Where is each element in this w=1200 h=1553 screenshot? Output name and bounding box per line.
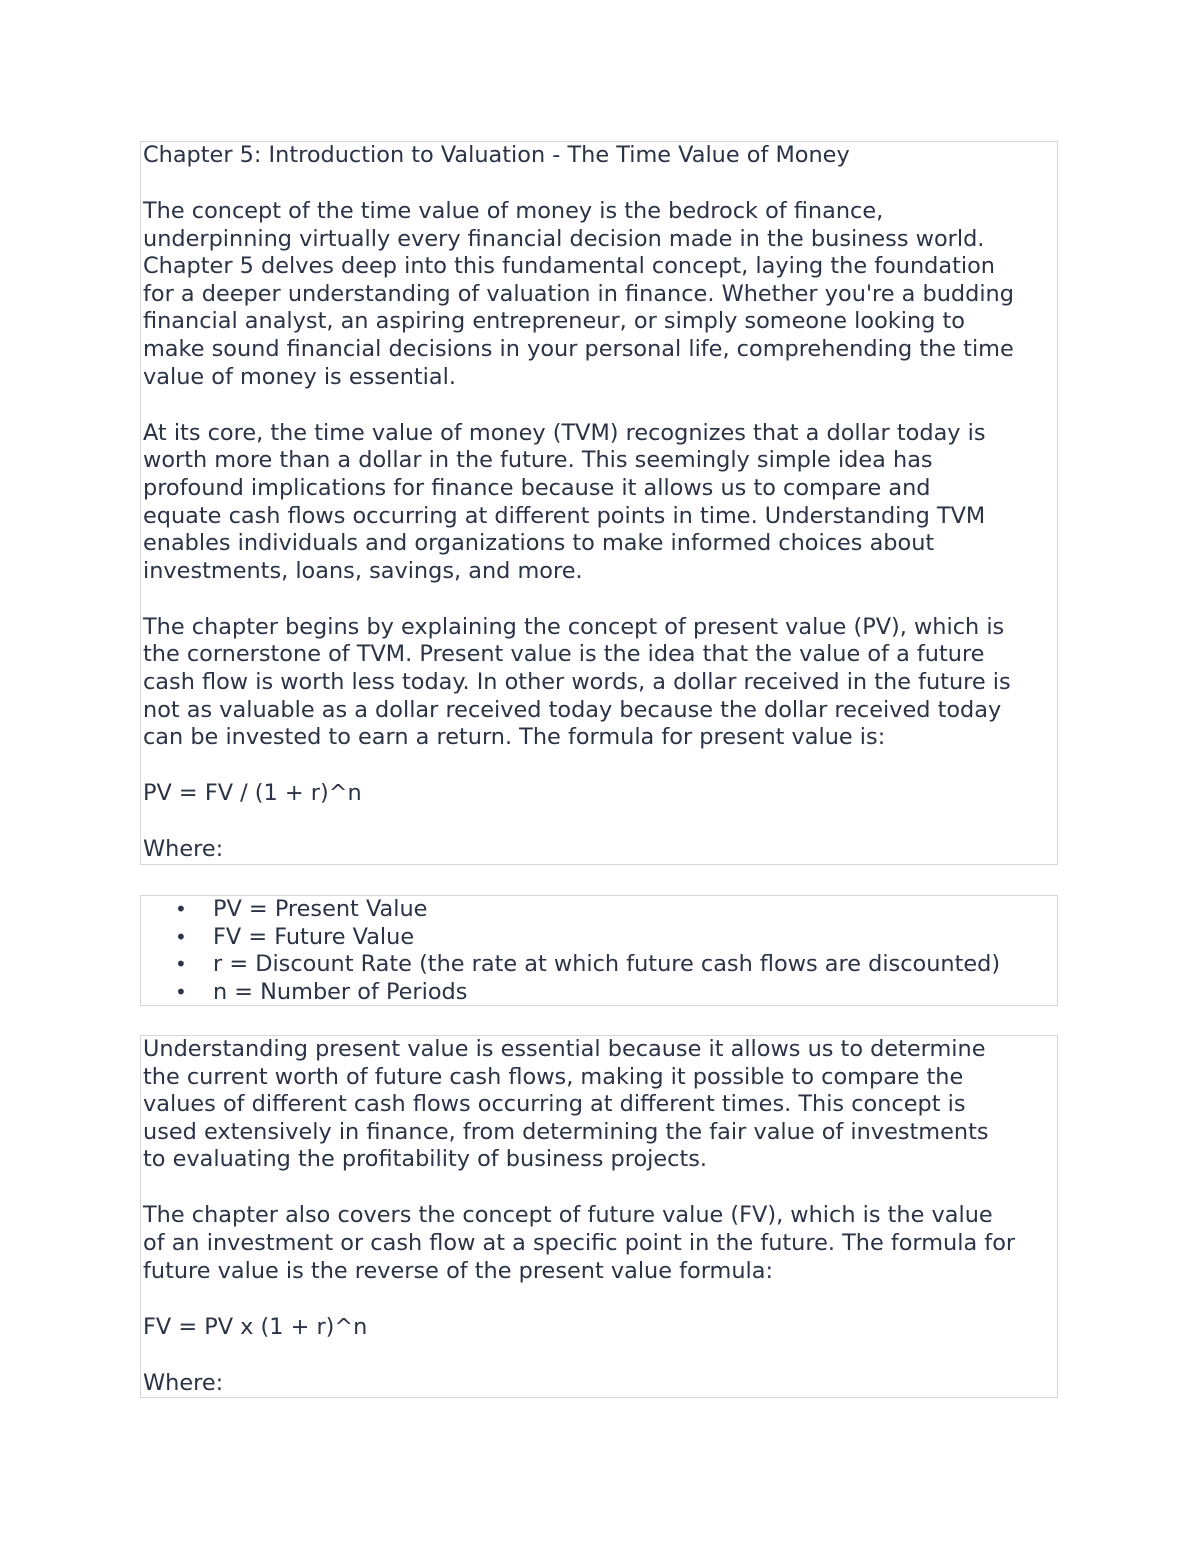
text-line: the cornerstone of TVM. Present value is the idea that the value of a future xyxy=(143,641,985,668)
paragraph-future-value xyxy=(141,1202,1057,1285)
text-block-future-value xyxy=(140,1035,1058,1398)
chapter-title xyxy=(141,142,1057,170)
text-line: value of money is essential. xyxy=(143,363,456,390)
bullet-icon: • xyxy=(175,897,187,921)
list-item-text: n = Number of Periods xyxy=(213,978,468,1005)
list-item-text: r = Discount Rate (the rate at which future cash flows are discounted) xyxy=(213,951,1001,978)
bullet-icon: • xyxy=(175,924,187,949)
list-item-text: FV = Future Value xyxy=(213,923,415,950)
list-item xyxy=(141,924,1057,952)
list-item-text: PV = Present Value xyxy=(213,896,428,922)
pv-formula-text: PV = FV / (1 + r)^n xyxy=(143,780,362,807)
bullet-icon: • xyxy=(175,952,187,977)
definitions-list-block xyxy=(140,895,1058,1006)
paragraph-tvm-concept xyxy=(141,198,1057,391)
paragraph-pv-importance xyxy=(141,1036,1057,1174)
paragraph-present-value xyxy=(141,614,1057,752)
chapter-title-text: Chapter 5: Introduction to Valuation - The Time Value of Money xyxy=(143,142,850,168)
text-line: can be invested to earn a return. The formula for present value is: xyxy=(143,724,886,751)
fv-formula xyxy=(141,1314,1057,1342)
text-line: cash flow is worth less today. In other words, a dollar received in the future is xyxy=(143,669,1011,695)
list-item xyxy=(141,896,1057,924)
text-line: profound implications for finance because it allows us to compare and xyxy=(143,474,931,501)
text-line: of an investment or cash flow at a specific point in the future. The formula for xyxy=(143,1230,1016,1257)
text-line: used extensively in finance, from determining the fair value of investments xyxy=(143,1118,989,1145)
pv-formula xyxy=(141,780,1057,808)
text-line: financial analyst, an aspiring entrepreneur, or simply someone looking to xyxy=(143,308,965,335)
bullet-icon: • xyxy=(175,979,187,1004)
text-block-intro xyxy=(140,141,1058,865)
text-line: the current worth of future cash flows, making it possible to compare the xyxy=(143,1063,964,1090)
text-line: make sound financial decisions in your personal life, comprehending the time xyxy=(143,336,1014,363)
text-line: values of different cash flows occurring at different times. This concept is xyxy=(143,1091,966,1118)
text-line: The chapter also covers the concept of future value (FV), which is the value xyxy=(143,1202,993,1229)
text-line: for a deeper understanding of valuation in finance. Whether you're a budding xyxy=(143,280,1014,307)
definitions-list xyxy=(141,896,1057,1006)
text-line: worth more than a dollar in the future. This seemingly simple idea has xyxy=(143,447,933,474)
text-line: investments, loans, savings, and more. xyxy=(143,557,583,584)
text-line: not as valuable as a dollar received today because the dollar received today xyxy=(143,696,1002,723)
fv-formula-text: FV = PV x (1 + r)^n xyxy=(143,1313,368,1340)
list-item xyxy=(141,979,1057,1007)
where-label-text: Where: xyxy=(143,1369,224,1396)
text-line: enables individuals and organizations to make informed choices about xyxy=(143,530,935,557)
text-line: At its core, the time value of money (TVM) recognizes that a dollar today is xyxy=(143,419,986,446)
list-item xyxy=(141,951,1057,979)
paragraph-tvm-core xyxy=(141,420,1057,586)
where-label xyxy=(141,1370,1057,1398)
text-line: equate cash flows occurring at different points in time. Understanding TVM xyxy=(143,502,986,529)
text-line: underpinning virtually every financial decision made in the business world. xyxy=(143,225,985,252)
where-label xyxy=(141,836,1057,864)
text-line: The concept of the time value of money is the bedrock of finance, xyxy=(143,198,884,225)
where-label-text: Where: xyxy=(143,836,224,863)
text-line: Chapter 5 delves deep into this fundamental concept, laying the foundation xyxy=(143,253,996,280)
text-line: The chapter begins by explaining the concept of present value (PV), which is xyxy=(143,613,1005,640)
text-line: Understanding present value is essential because it allows us to determine xyxy=(143,1036,986,1062)
text-line: to evaluating the profitability of business projects. xyxy=(143,1146,708,1173)
text-line: future value is the reverse of the present value formula: xyxy=(143,1257,774,1284)
